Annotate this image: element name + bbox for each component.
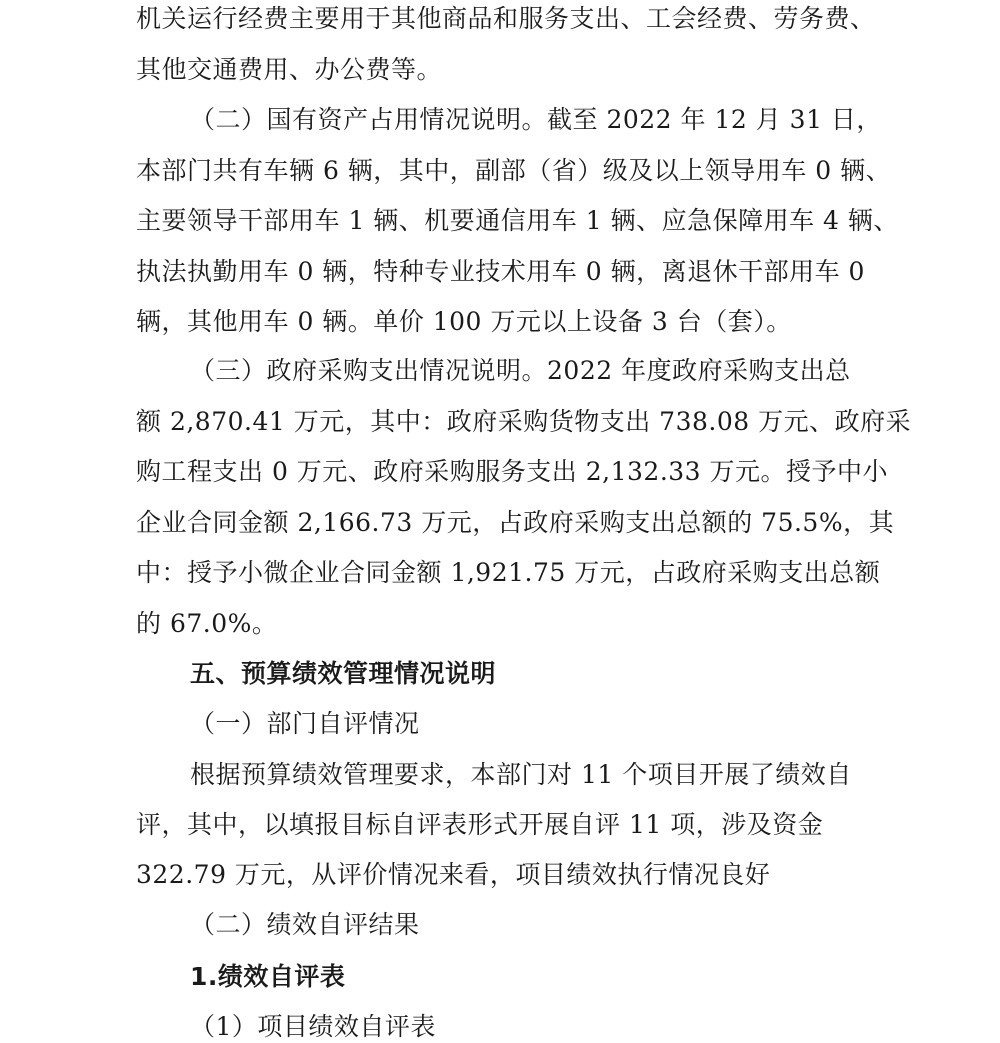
subsection-two-heading: （二）绩效自评结果 xyxy=(190,910,420,939)
para-procurement-line-6: 的 67.0%。 xyxy=(136,609,278,638)
para-self-eval-line-3: 322.79 万元，从评价情况来看，项目绩效执行情况良好 xyxy=(136,860,771,889)
para-assets-line-5: 辆，其他用车 0 辆。单价 100 万元以上设备 3 台（套）。 xyxy=(136,307,792,336)
para-assets-line-1: （二）国有资产占用情况说明。截至 2022 年 12 月 31 日， xyxy=(190,105,882,134)
para-intro-line-1: 机关运行经费主要用于其他商品和服务支出、工会经费、劳务费、 xyxy=(136,4,876,33)
para-procurement-line-5: 中：授予小微企业合同金额 1,921.75 万元，占政府采购支出总额 xyxy=(136,558,881,587)
item-one-heading: 1.绩效自评表 xyxy=(190,962,346,991)
para-intro-line-2: 其他交通费用、办公费等。 xyxy=(136,55,443,84)
para-procurement-line-4: 企业合同金额 2,166.73 万元，占政府采购支出总额的 75.5%，其 xyxy=(136,508,895,537)
para-self-eval-line-2: 评，其中，以填报目标自评表形式开展自评 11 项，涉及资金 xyxy=(136,810,824,839)
subsection-one-heading: （一）部门自评情况 xyxy=(190,709,420,738)
para-self-eval-line-1: 根据预算绩效管理要求，本部门对 11 个项目开展了绩效自 xyxy=(190,760,852,789)
para-assets-line-3: 主要领导干部用车 1 辆、机要通信用车 1 辆、应急保障用车 4 辆、 xyxy=(136,206,899,235)
para-assets-line-4: 执法执勤用车 0 辆，特种专业技术用车 0 辆，离退休干部用车 0 xyxy=(136,257,865,286)
section-five-heading: 五、预算绩效管理情况说明 xyxy=(190,659,497,688)
para-procurement-line-3: 购工程支出 0 万元、政府采购服务支出 2,132.33 万元。授予中小 xyxy=(136,457,889,486)
para-assets-line-2: 本部门共有车辆 6 辆，其中，副部（省）级及以上领导用车 0 辆、 xyxy=(136,156,892,185)
para-procurement-line-1: （三）政府采购支出情况说明。2022 年度政府采购支出总 xyxy=(190,356,851,385)
para-procurement-line-2: 额 2,870.41 万元，其中：政府采购货物支出 738.08 万元、政府采 xyxy=(136,407,912,436)
item-one-sub-heading: （1）项目绩效自评表 xyxy=(190,1012,436,1041)
